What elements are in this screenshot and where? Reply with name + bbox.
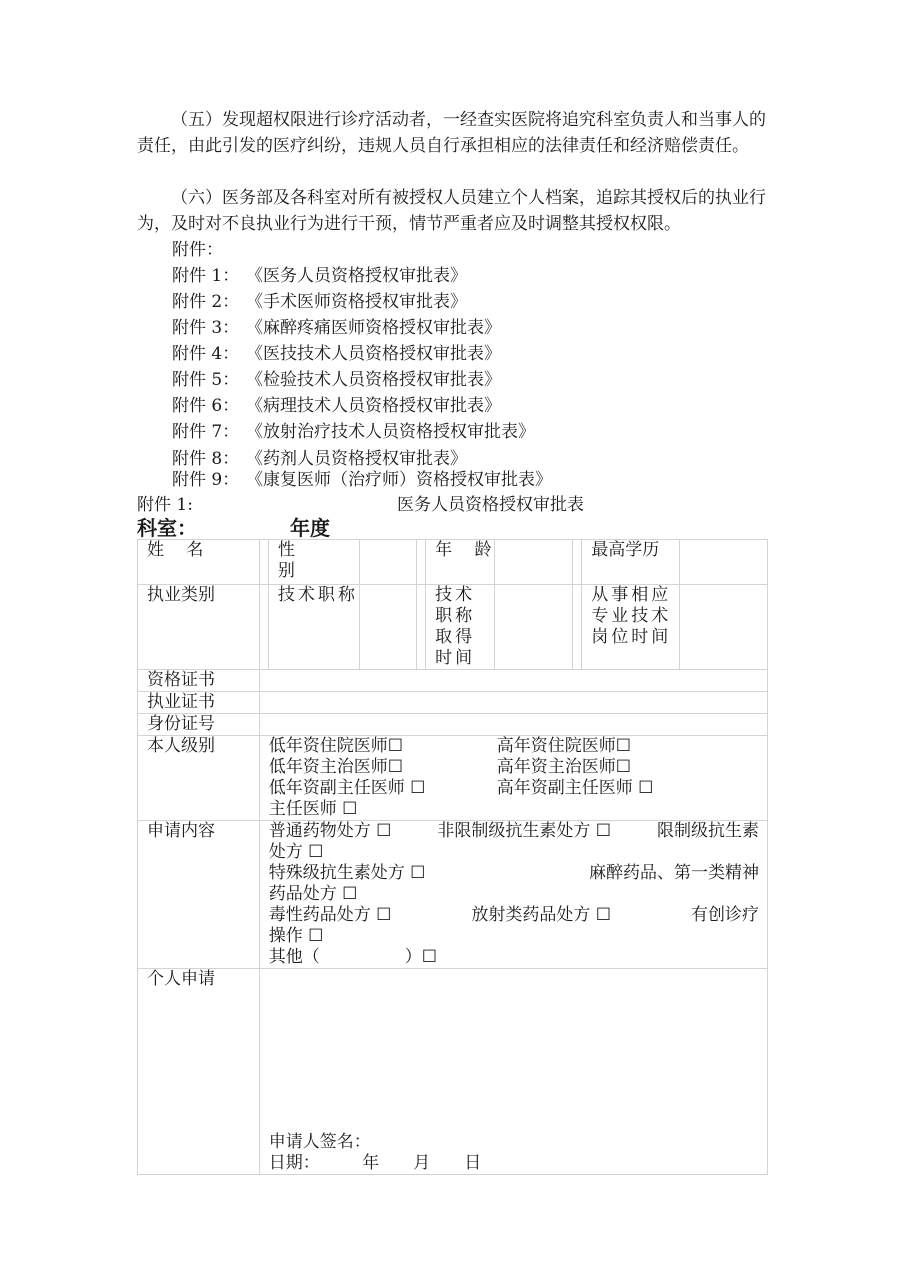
id-number-value[interactable] <box>259 714 767 736</box>
level-option-checkbox[interactable]: 低年资副主任医师 ☐ <box>268 778 426 798</box>
level-option-checkbox[interactable]: 低年资住院医师☐ <box>268 736 403 756</box>
attachment-number: 附件 4： <box>172 344 240 364</box>
separator-cell <box>573 585 582 670</box>
attachment-number: 附件 5： <box>172 370 240 390</box>
department-label: 科室： <box>137 516 197 540</box>
apply-options-line <box>269 821 767 842</box>
apply-option-continuation[interactable]: 操作 ☐ <box>268 926 324 946</box>
table-row <box>138 821 768 969</box>
attachment-number: 附件 3： <box>172 318 240 338</box>
personal-apply-label: 个人申请 <box>138 969 260 1175</box>
level-label: 本人级别 <box>138 736 260 821</box>
table-row <box>138 670 768 692</box>
education-label: 最高学历 <box>582 540 679 585</box>
approval-form-table <box>137 539 768 1175</box>
attachment-number: 附件 2： <box>172 292 240 312</box>
level-option-checkbox[interactable]: 高年资副主任医师 ☐ <box>496 778 654 798</box>
name-label: 姓 名 <box>138 540 260 585</box>
separator-cell <box>416 585 425 670</box>
separator-cell <box>573 540 582 585</box>
separator-cell <box>259 585 268 670</box>
apply-option-checkbox[interactable]: 有创诊疗 <box>690 905 759 925</box>
apply-option-continuation[interactable]: 药品处方 ☐ <box>268 884 358 904</box>
attachment-title: 《检验技术人员资格授权审批表》 <box>246 370 501 390</box>
tech-title-label: 技术职称 <box>268 585 359 670</box>
table-row <box>138 736 768 821</box>
attachment-item <box>172 263 467 289</box>
apply-option-checkbox[interactable]: 特殊级抗生素处方 ☐ <box>268 863 426 883</box>
post-time-label: 从事相应专业技术岗位时间 <box>582 585 679 670</box>
personal-apply-area[interactable] <box>259 969 767 1175</box>
attachment-title: 《康复医师（治疗师）资格授权审批表》 <box>246 470 552 490</box>
apply-content-label: 申请内容 <box>138 821 260 969</box>
table-row <box>138 540 768 585</box>
attachment-title: 《医务人员资格授权审批表》 <box>246 266 467 286</box>
attachment-number: 附件 1： <box>172 266 240 286</box>
level-option-checkbox[interactable]: 主任医师 ☐ <box>268 799 358 819</box>
attachments-heading: 附件： <box>172 240 223 260</box>
separator-cell <box>259 540 268 585</box>
attachment-number: 附件 9： <box>172 470 240 490</box>
attachment-title: 《麻醉疼痛医师资格授权审批表》 <box>246 318 501 338</box>
attachment-title: 《药剂人员资格授权审批表》 <box>246 449 467 469</box>
level-options-grid <box>269 736 767 820</box>
age-value[interactable] <box>495 540 573 585</box>
apply-option-checkbox[interactable]: 放射类药品处方 ☐ <box>471 905 612 925</box>
form-title: 医务人员资格授权审批表 <box>397 495 584 515</box>
table-row <box>138 714 768 736</box>
education-value[interactable] <box>679 540 767 585</box>
paragraph-5: （五）发现超权限进行诊疗活动者，一经查实医院将追究科室负责人和当事人的责任，由此引发的医疗纠纷，违规人员自行承担相应的法律责任和经济赔偿责任。 <box>137 110 766 156</box>
level-options <box>259 736 767 821</box>
attachment-title: 《放射治疗技术人员资格授权审批表》 <box>246 422 535 442</box>
tech-title-value[interactable] <box>360 585 417 670</box>
level-option-checkbox[interactable]: 高年资主治医师☐ <box>496 757 631 777</box>
paragraph-6: （六）医务部及各科室对所有被授权人员建立个人档案，追踪其授权后的执业行为，及时对不良执业行为进行干预，情节严重者应及时调整其授权权限。 <box>137 188 766 234</box>
attachment-item <box>172 393 501 419</box>
gender-label-text: 性别 <box>277 540 295 581</box>
level-option-checkbox[interactable]: 低年资主治医师☐ <box>268 757 403 777</box>
attachment-title: 《病理技术人员资格授权审批表》 <box>246 396 501 416</box>
qualification-cert-value[interactable] <box>259 670 767 692</box>
table-row <box>138 585 768 670</box>
apply-options-line <box>269 905 767 926</box>
table-row <box>138 969 768 1175</box>
apply-option-checkbox[interactable]: 毒性药品处方 ☐ <box>268 905 392 925</box>
attachment-number: 附件 8： <box>172 449 240 469</box>
attachment-item <box>172 289 467 315</box>
date-line: 日期： 年 月 日 <box>268 1153 482 1173</box>
attachment-item <box>172 367 501 393</box>
qualification-cert-label: 资格证书 <box>138 670 260 692</box>
attachment-title: 《医技技术人员资格授权审批表》 <box>246 344 501 364</box>
apply-options-line <box>269 863 767 884</box>
attachment-item <box>172 467 552 493</box>
attachment-item <box>172 341 501 367</box>
gender-label <box>268 540 359 585</box>
attachment-number: 附件 7： <box>172 422 240 442</box>
apply-option-checkbox[interactable]: 普通药物处方 ☐ <box>268 821 392 841</box>
attachment-item <box>172 419 535 445</box>
title-date-label: 技术职称取得时间 <box>426 585 495 670</box>
level-option-checkbox[interactable]: 高年资住院医师☐ <box>496 736 631 756</box>
title-date-value[interactable] <box>495 585 573 670</box>
separator-cell <box>416 540 425 585</box>
attachment-title: 《手术医师资格授权审批表》 <box>246 292 467 312</box>
form-attachment-label: 附件 1: <box>137 495 193 515</box>
id-number-label: 身份证号 <box>138 714 260 736</box>
attachment-number: 附件 6： <box>172 396 240 416</box>
apply-option-other[interactable]: 其他（ ）☐ <box>268 947 437 967</box>
apply-option-checkbox[interactable]: 非限制级抗生素处方 ☐ <box>437 821 612 841</box>
apply-options <box>259 821 767 969</box>
practice-cert-label: 执业证书 <box>138 692 260 714</box>
signature-label: 申请人签名： <box>268 1132 371 1152</box>
age-label: 年 龄 <box>426 540 495 585</box>
year-label: 年度 <box>290 516 330 540</box>
practice-type-label: 执业类别 <box>138 585 260 670</box>
attachment-item <box>172 315 501 341</box>
gender-value[interactable] <box>360 540 417 585</box>
apply-option-continuation[interactable]: 处方 ☐ <box>268 842 324 862</box>
practice-cert-value[interactable] <box>259 692 767 714</box>
apply-option-checkbox[interactable]: 麻醉药品、第一类精神 <box>589 863 759 883</box>
post-time-value[interactable] <box>679 585 767 670</box>
apply-option-checkbox[interactable]: 限制级抗生素 <box>656 821 759 841</box>
table-row <box>138 692 768 714</box>
